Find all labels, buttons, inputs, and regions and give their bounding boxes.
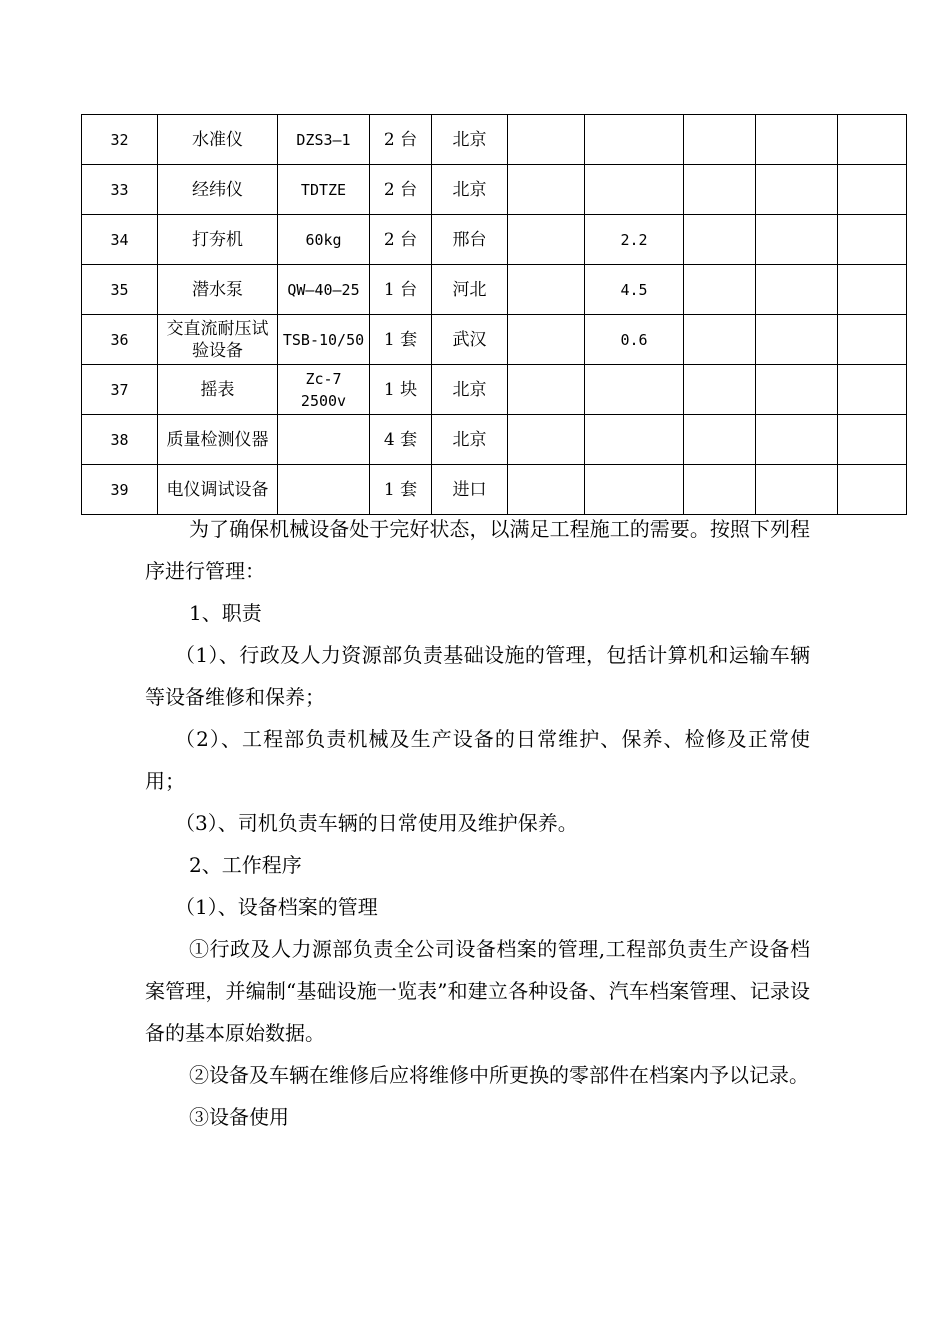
cell-col-6 (508, 165, 585, 215)
cell-row-number: 36 (82, 315, 158, 365)
cell-power-kw (585, 165, 684, 215)
duty-item-1: （1）、行政及人力资源部负责基础设施的管理，包括计算机和运输车辆等设备维修和保养； (145, 643, 810, 709)
cell-row-number: 37 (82, 365, 158, 415)
cell-model-spec (278, 465, 370, 515)
cell-col-8 (684, 115, 756, 165)
cell-col-10 (838, 415, 907, 465)
cell-col-8 (684, 415, 756, 465)
cell-col-6 (508, 415, 585, 465)
cell-origin: 武汉 (432, 315, 508, 365)
cell-power-kw: 0.6 (585, 315, 684, 365)
procedure-item-1: （1）、设备档案的管理 (175, 895, 378, 919)
cell-equipment-name: 经纬仪 (158, 165, 278, 215)
table-row (82, 365, 907, 415)
cell-model-spec: 60kg (278, 215, 370, 265)
cell-col-9 (756, 165, 838, 215)
table-row (82, 115, 907, 165)
cell-col-6 (508, 115, 585, 165)
cell-col-9 (756, 365, 838, 415)
cell-row-number: 32 (82, 115, 158, 165)
duty-item-3: （3）、司机负责车辆的日常使用及维护保养。 (175, 811, 578, 835)
cell-origin: 邢台 (432, 215, 508, 265)
cell-model-spec: TSB-10/50 (278, 315, 370, 365)
cell-equipment-name: 质量检测仪器 (158, 415, 278, 465)
cell-col-8 (684, 365, 756, 415)
table-row (82, 165, 907, 215)
cell-quantity: 4 套 (370, 415, 432, 465)
cell-col-6 (508, 215, 585, 265)
cell-col-9 (756, 215, 838, 265)
cell-model-spec: Zc-7 2500v (278, 365, 370, 415)
cell-equipment-name: 水准仪 (158, 115, 278, 165)
cell-col-9 (756, 465, 838, 515)
table-row (82, 265, 907, 315)
procedure-sub-2: ②设备及车辆在维修后应将维修中所更换的零部件在档案内予以记录。 (189, 1063, 809, 1087)
cell-col-10 (838, 215, 907, 265)
cell-origin: 进口 (432, 465, 508, 515)
cell-col-10 (838, 165, 907, 215)
table-row (82, 465, 907, 515)
cell-row-number: 33 (82, 165, 158, 215)
cell-equipment-name: 打夯机 (158, 215, 278, 265)
equipment-table-body (82, 115, 907, 515)
cell-equipment-name: 电仪调试设备 (158, 465, 278, 515)
cell-power-kw: 4.5 (585, 265, 684, 315)
cell-power-kw (585, 465, 684, 515)
cell-origin: 北京 (432, 115, 508, 165)
cell-quantity: 2 台 (370, 215, 432, 265)
cell-col-10 (838, 365, 907, 415)
cell-origin: 北京 (432, 365, 508, 415)
cell-col-8 (684, 315, 756, 365)
cell-origin: 北京 (432, 415, 508, 465)
cell-col-6 (508, 265, 585, 315)
procedure-sub-3: ③设备使用 (189, 1105, 289, 1129)
cell-col-9 (756, 415, 838, 465)
section-heading-procedure: 2、工作程序 (189, 853, 302, 877)
cell-model-spec: TDTZE (278, 165, 370, 215)
cell-col-9 (756, 265, 838, 315)
cell-quantity: 1 套 (370, 315, 432, 365)
cell-row-number: 39 (82, 465, 158, 515)
equipment-table (81, 114, 907, 515)
cell-col-8 (684, 465, 756, 515)
cell-col-6 (508, 315, 585, 365)
cell-col-10 (838, 315, 907, 365)
cell-model-spec (278, 415, 370, 465)
cell-power-kw: 2.2 (585, 215, 684, 265)
cell-equipment-name: 潜水泵 (158, 265, 278, 315)
cell-origin: 北京 (432, 165, 508, 215)
cell-model-spec: DZS3—1 (278, 115, 370, 165)
cell-col-6 (508, 365, 585, 415)
cell-quantity: 1 套 (370, 465, 432, 515)
duty-item-2: （2）、工程部负责机械及生产设备的日常维护、保养、检修及正常使用； (145, 727, 810, 793)
procedure-sub-1: ①行政及人力源部负责全公司设备档案的管理,工程部负责生产设备档案管理，并编制“基础设施一览表”和建立各种设备、汽车档案管理、记录设备的基本原始数据。 (145, 937, 810, 1045)
cell-col-9 (756, 115, 838, 165)
cell-col-10 (838, 115, 907, 165)
cell-equipment-name: 交直流耐压试验设备 (158, 315, 278, 365)
cell-col-8 (684, 165, 756, 215)
cell-quantity: 2 台 (370, 165, 432, 215)
cell-power-kw (585, 415, 684, 465)
cell-row-number: 35 (82, 265, 158, 315)
cell-power-kw (585, 365, 684, 415)
cell-model-spec: QW—40—25 (278, 265, 370, 315)
cell-row-number: 38 (82, 415, 158, 465)
cell-quantity: 1 台 (370, 265, 432, 315)
cell-col-8 (684, 215, 756, 265)
cell-row-number: 34 (82, 215, 158, 265)
intro-paragraph: 为了确保机械设备处于完好状态，以满足工程施工的需要。按照下列程序进行管理： (145, 517, 810, 583)
cell-col-10 (838, 465, 907, 515)
table-row (82, 415, 907, 465)
cell-quantity: 2 台 (370, 115, 432, 165)
table-row (82, 215, 907, 265)
document-body (145, 508, 810, 1138)
cell-col-8 (684, 265, 756, 315)
cell-quantity: 1 块 (370, 365, 432, 415)
cell-col-9 (756, 315, 838, 365)
cell-origin: 河北 (432, 265, 508, 315)
section-heading-duties: 1、职责 (189, 601, 262, 625)
table-row (82, 315, 907, 365)
cell-power-kw (585, 115, 684, 165)
cell-equipment-name: 摇表 (158, 365, 278, 415)
cell-col-6 (508, 465, 585, 515)
cell-col-10 (838, 265, 907, 315)
